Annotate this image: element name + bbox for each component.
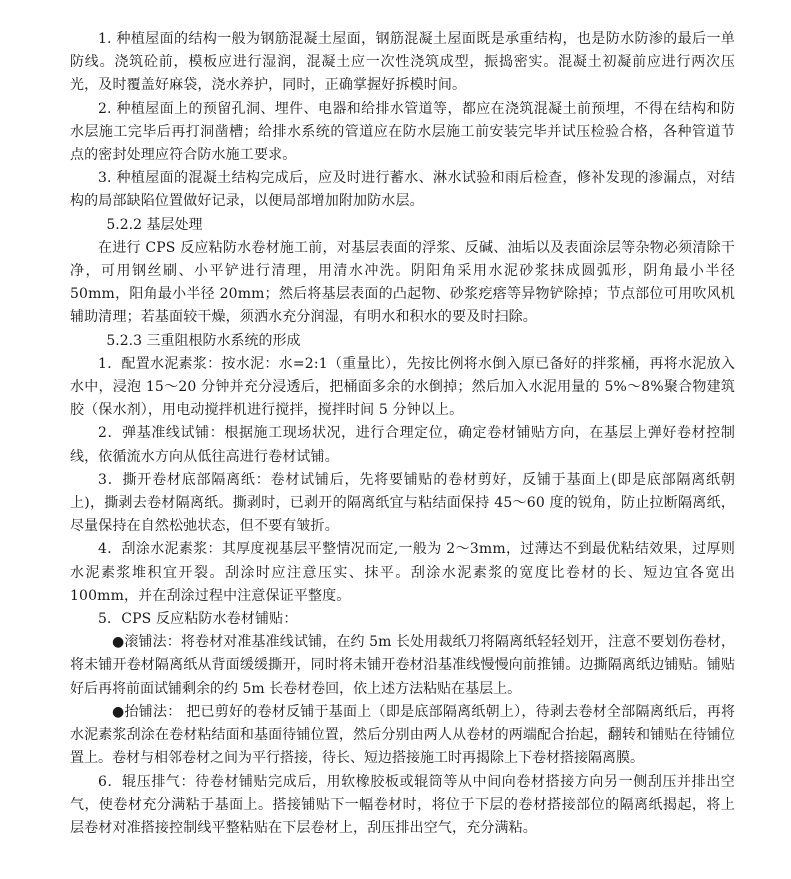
paragraph-6: 2．弹基准线试铺：根据施工现场状况，进行合理定位，确定卷材铺贴方向，在基层上弹好卷材控制线，依循流水方向从低往高进行卷材试铺。 (70, 425, 735, 465)
bullet-roll-method: ●滚铺法：将卷材对准基准线试铺，在约 5m 长处用裁纸刀将隔离纸轻轻划开，注意不要划伤卷材，将未铺开卷材隔离纸从背面缓缓撕开，同时将未铺开卷材沿基准线慢慢向前推铺。边撕隔离纸边铺贴。铺贴好后再将前面试铺剩余的约 5m 长卷材卷回，依上述方法粘贴在基层上。 (70, 634, 735, 697)
section-heading-5-2-3: 5.2.3 三重阻根防水系统的形成 (106, 332, 301, 349)
bullet-lift-method: ●抬铺法： 把已剪好的卷材反铺于基面上（即是底部隔离纸朝上），待剥去卷材全部隔离纸后，再将水泥素浆刮涂在卷材粘结面和基面待铺位置，然后分别由两人从卷材的两端配合抬起，翻转和铺贴在待铺位置上。卷材与相邻卷材之间为平行搭接，待长、短边搭接施工时再揭除上下卷材搭接隔离膜。 (70, 703, 735, 767)
paragraph-4: 在进行 CPS 反应粘防水卷材施工前，对基层表面的浮浆、反碱、油垢以及表面涂层等杂物必须清除干净，可用钢丝刷、小平铲进行清理，用清水冲洗。阴阳角采用水泥砂浆抹成圆弧形，阴角最小半径 50mm，阳角最小半径 20mm；然后将基层表面的凸起物、砂浆疙瘩等异物铲除掉；节点部位可用吹风机辅助清理；若基面较干燥，须洒水充分润湿，有明水和积水的要及时扫除。 (70, 239, 735, 326)
paragraph-8: 4．刮涂水泥素浆：其厚度视基层平整情况而定,一般为 2～3mm，过薄达不到最优粘结效果，过厚则水泥素浆堆积宜开裂。刮涂时应注意压实、抹平。刮涂水泥素浆的宽度比卷材的长、短边宜各宽出 100mm，并在刮涂过程中注意保证平整度。 (70, 541, 735, 604)
paragraph-2: 2. 种植屋面上的预留孔洞、埋件、电器和给排水管道等，都应在浇筑混凝土前预埋，不得在结构和防水层施工完毕后再打洞凿槽；给排水系统的管道应在防水层施工前安装完毕并试压检验合格，各种管道节点的密封处理应符合防水施工要求。 (70, 100, 735, 164)
paragraph-5: 1．配置水泥素浆：按水泥：水=2:1（重量比），先按比例将水倒入原已备好的拌浆桶，再将水泥放入水中，浸泡 15～20 分钟并充分浸透后，把桶面多余的水倒掉；然后加入水泥用量的 5%～8%聚合物建筑胶（保水剂），用电动搅拌机进行搅拌，搅拌时间 5 分钟以上。 (70, 355, 735, 419)
paragraph-3: 3. 种植屋面的混凝土结构完成后，应及时进行蓄水、淋水试验和雨后检查，修补发现的渗漏点，对结构的局部缺陷位置做好记录，以便局部增加附加防水层。 (70, 170, 735, 210)
paragraph-7: 3．撕开卷材底部隔离纸：卷材试铺后，先将要铺贴的卷材剪好，反铺于基面上(即是底部隔离纸朝上)，撕剥去卷材隔离纸。撕剥时，已剥开的隔离纸宜与粘结面保持 45～60 度的锐角，防止拉断隔离纸，尽量保持在自然松弛状态，但不要有皱折。 (70, 471, 735, 535)
paragraph-9: 5．CPS 反应粘防水卷材铺贴： (98, 611, 298, 628)
paragraph-10: 6．辊压排气：待卷材铺贴完成后，用软橡胶板或辊筒等从中间向卷材搭接方向另一侧刮压并排出空气，使卷材充分满粘于基面上。搭接铺贴下一幅卷材时，将位于下层的卷材搭接部位的隔离纸揭起，将上层卷材对准搭接控制线平整粘贴在下层卷材上，刮压排出空气，充分满粘。 (70, 773, 735, 836)
section-heading-5-2-2: 5.2.2 基层处理 (106, 216, 203, 233)
paragraph-1: 1. 种植屋面的结构一般为钢筋混凝土屋面，钢筋混凝土屋面既是承重结构，也是防水防渗的最后一单防线。浇筑砼前，模板应进行湿润，混凝土应一次性浇筑成型，振捣密实。混凝土初凝前应进行两次压光，及时覆盖好麻袋，浇水养护，同时，正确掌握好拆模时间。 (70, 31, 735, 94)
